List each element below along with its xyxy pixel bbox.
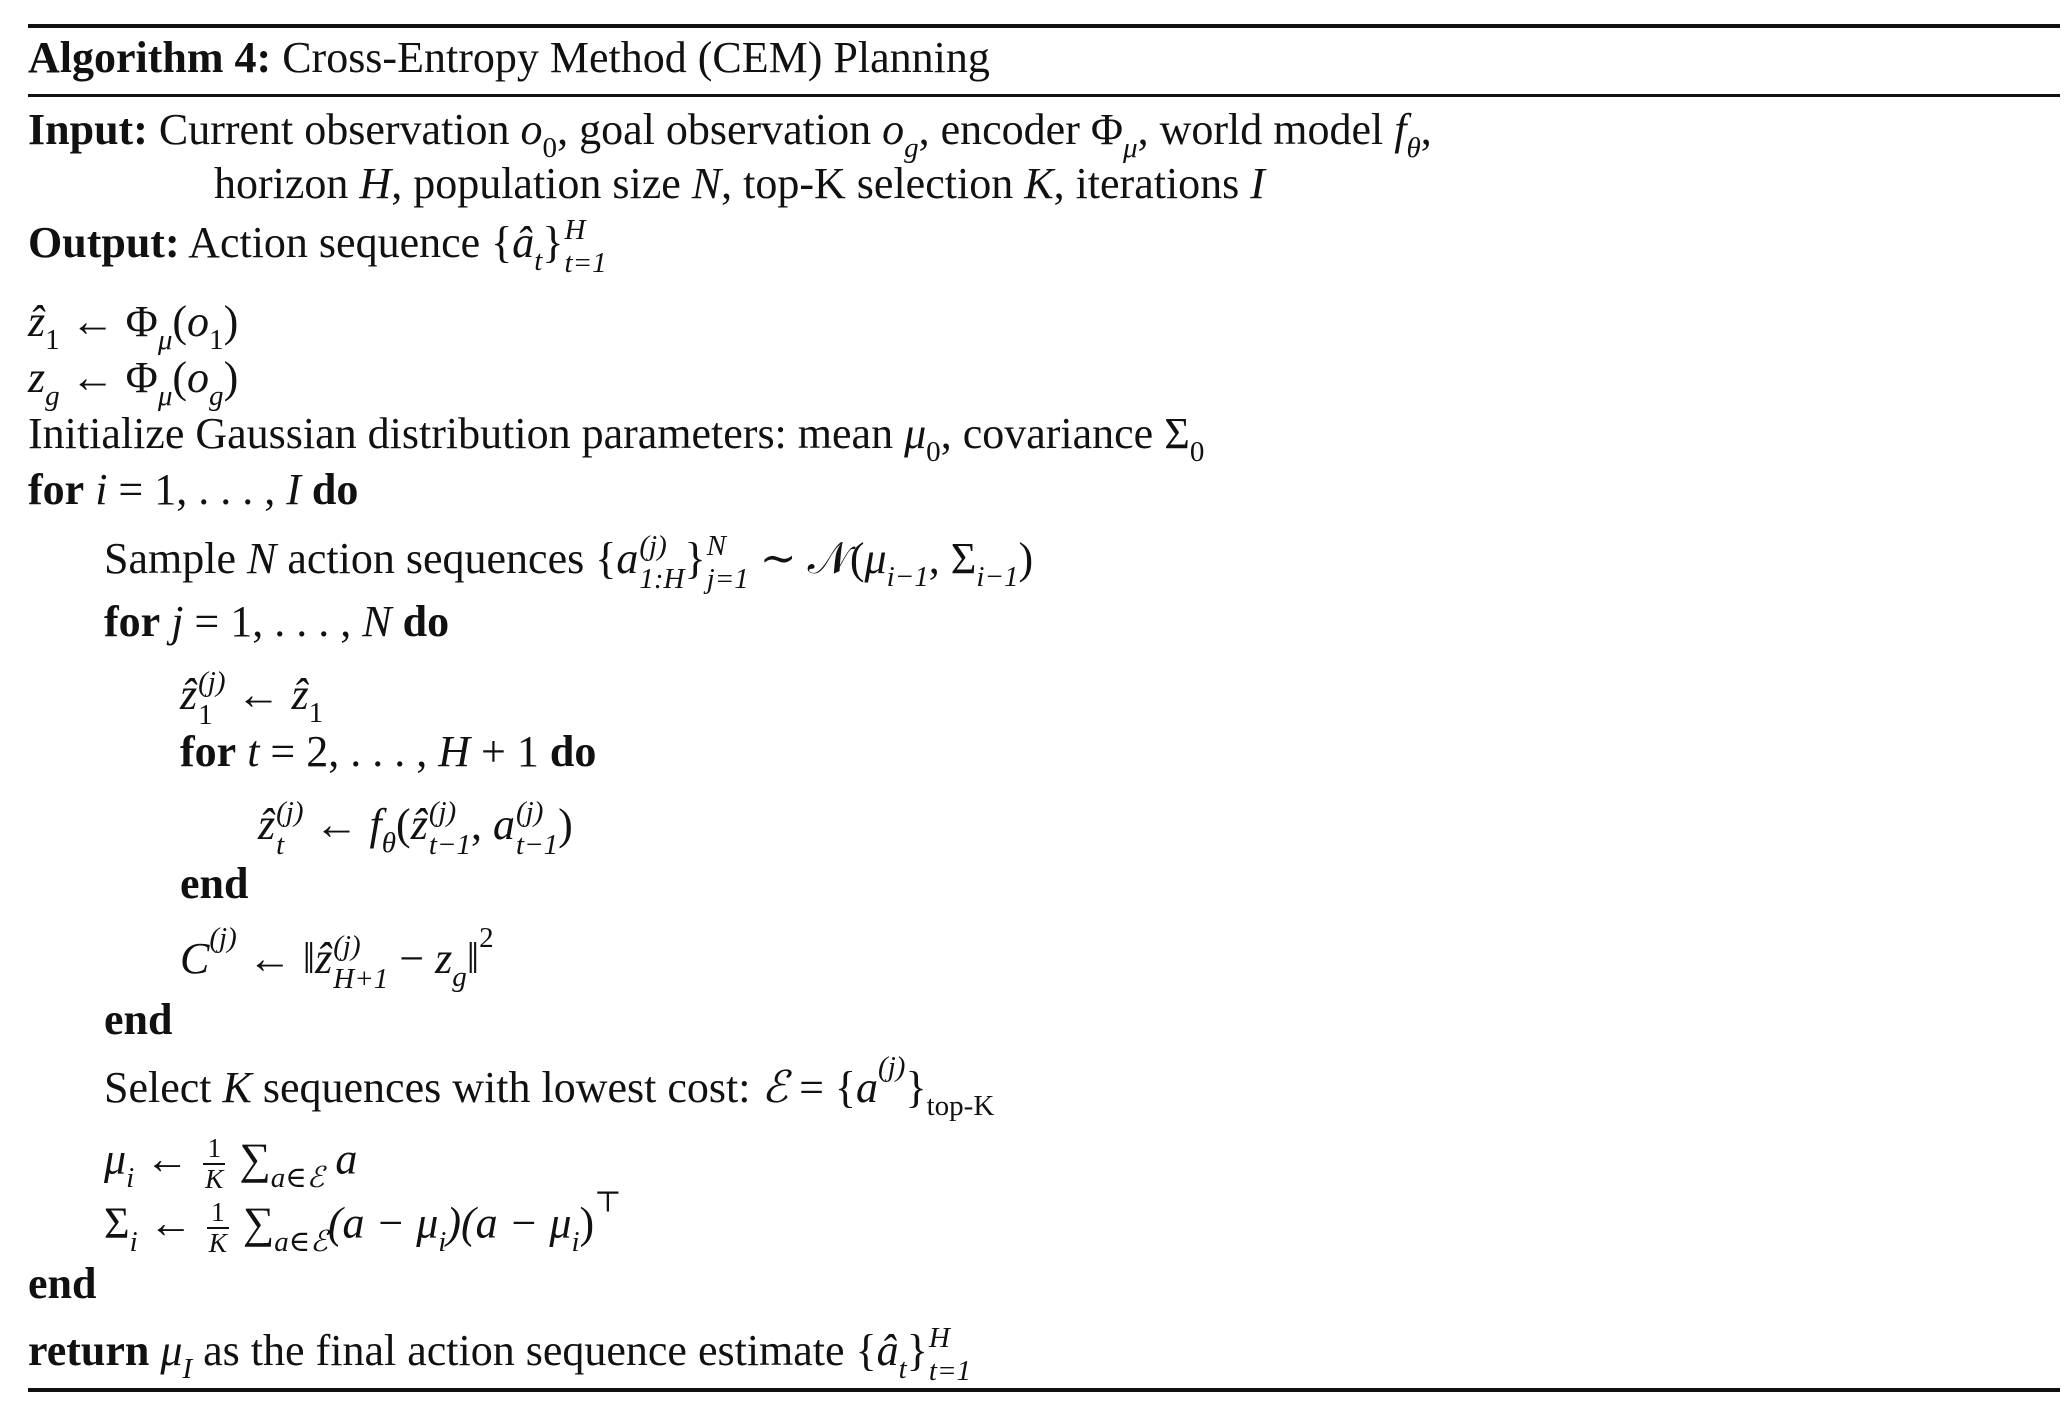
math-symbol: }	[905, 1063, 927, 1112]
math-sub: top-K	[926, 1090, 995, 1123]
math-sub: I	[182, 1353, 193, 1386]
math-sub: g	[209, 380, 224, 413]
fraction-numerator: 1	[203, 1134, 225, 1165]
math-sub: 1	[308, 697, 324, 730]
math-sub: 0	[1189, 436, 1205, 469]
math-sub: θ	[381, 827, 397, 860]
input-text: , encoder Φ	[918, 105, 1124, 154]
math-var: i	[95, 465, 108, 514]
math-sup: (j)	[198, 666, 226, 698]
math-symbol: {	[491, 218, 513, 268]
math-sup: (j)	[333, 930, 361, 962]
math-symbol: (	[396, 800, 411, 850]
math-var: â	[876, 1326, 899, 1376]
math-symbol: , Σ	[928, 534, 977, 584]
math-sub: μ	[157, 380, 173, 413]
math-sup: (j)	[515, 796, 544, 828]
math-symbol: (	[172, 353, 188, 402]
math-var: f	[1394, 105, 1407, 154]
math-var: N	[246, 534, 277, 584]
math-sub: t	[534, 245, 543, 278]
index-stack	[706, 530, 749, 596]
math-var: j	[171, 597, 184, 646]
math-symbol: ← ‖	[236, 934, 316, 984]
math-var: μ	[864, 534, 887, 584]
math-sub: t	[276, 829, 285, 862]
statement-text: Select	[104, 1063, 223, 1112]
math-symbol: ,	[470, 800, 493, 850]
math-var: μ	[160, 1326, 183, 1376]
math-symbol: }	[542, 218, 564, 268]
math-sub: j=1	[706, 563, 749, 596]
math-symbol: + 1	[470, 727, 539, 776]
math-symbol: )	[558, 800, 573, 850]
math-var: μ	[104, 1134, 127, 1184]
math-sub: g	[45, 380, 60, 413]
math-var: H	[438, 727, 471, 776]
math-sup: H	[928, 1322, 950, 1354]
math-symbol: = {	[788, 1063, 857, 1112]
math-sub: t−1	[515, 829, 559, 862]
line-initialize	[28, 409, 1205, 469]
math-var: H	[359, 159, 392, 208]
math-var: C	[180, 934, 210, 984]
line-return	[28, 1322, 972, 1388]
math-var: z	[28, 353, 46, 402]
line-for-i	[28, 465, 359, 514]
fraction	[203, 1134, 225, 1193]
math-sub: a∈ℰ	[274, 1225, 328, 1258]
algorithm-label: Algorithm 4:	[28, 33, 272, 82]
caption-rule	[28, 94, 2060, 97]
math-symbol: ← Φ	[59, 353, 158, 402]
input-text: , goal observation	[557, 105, 883, 154]
math-var: a	[856, 1063, 879, 1112]
math-var: a	[324, 1134, 358, 1184]
math-var: K	[222, 1063, 252, 1112]
line-select	[104, 1050, 995, 1123]
keyword-do: do	[549, 727, 597, 776]
index-stack	[639, 530, 685, 596]
math-symbol: ←	[225, 670, 292, 720]
math-sub: i	[438, 1225, 447, 1258]
math-var: Σ	[104, 1198, 130, 1248]
math-sub: 0	[926, 436, 941, 469]
output-keyword: Output:	[28, 218, 180, 268]
statement-text: , covariance Σ	[940, 409, 1190, 458]
math-sub: μ	[1123, 132, 1138, 165]
math-sub: θ	[1406, 132, 1421, 165]
math-var: ẑ	[180, 670, 198, 720]
keyword-do: do	[311, 465, 359, 514]
line-for-t	[180, 727, 597, 776]
math-sub: i	[129, 1225, 138, 1258]
math-symbol: }	[906, 1326, 928, 1376]
statement-text: Sample	[104, 534, 247, 584]
math-symbol: ∼ 𝒩(	[748, 534, 865, 584]
math-var: f	[369, 800, 382, 850]
statement-text: as the final action sequence estimate {	[192, 1326, 877, 1376]
math-sup: (j)	[639, 530, 667, 562]
math-symbol: = 2, . . . ,	[259, 727, 439, 776]
line-cost	[180, 922, 494, 996]
math-sub: H+1	[333, 963, 389, 996]
index-stack	[564, 214, 607, 280]
math-var: μ	[549, 1198, 572, 1248]
math-var: μ	[416, 1198, 439, 1248]
math-sub: 1	[198, 699, 213, 732]
statement-text: Initialize Gaussian distribution parameters: mean	[28, 409, 905, 458]
math-var: ẑ	[315, 934, 333, 984]
input-text: horizon	[214, 159, 360, 208]
math-sub: i−1	[976, 561, 1019, 594]
math-symbol: (	[172, 297, 188, 346]
line-covariance-update	[104, 1186, 622, 1258]
math-symbol: )	[1018, 534, 1034, 584]
input-line-2	[214, 159, 1265, 208]
line-end-i: end	[28, 1259, 97, 1308]
math-var: μ	[904, 409, 927, 458]
line-sample	[104, 530, 1034, 596]
math-symbol: ‖	[466, 934, 480, 984]
math-var: a	[492, 800, 515, 850]
output-text: Action sequence	[188, 218, 492, 268]
math-symbol: ← Φ	[59, 297, 158, 346]
math-symbol: −	[388, 934, 436, 984]
math-sub: i	[571, 1225, 580, 1258]
math-sub: i	[126, 1161, 135, 1194]
math-sub: 1	[45, 324, 60, 357]
line-init-latent	[180, 666, 324, 732]
math-sup: (j)	[878, 1050, 906, 1083]
line-end-t: end	[180, 859, 249, 908]
math-var: I	[1250, 159, 1265, 208]
line-encode-goal	[28, 353, 239, 413]
index-stack	[928, 1322, 972, 1388]
keyword-for: for	[180, 727, 237, 776]
math-sub: 1:H	[639, 563, 685, 596]
math-symbol: )	[579, 1198, 595, 1248]
math-sub: t	[898, 1353, 907, 1386]
input-text: Current observation	[158, 105, 521, 154]
index-stack	[428, 796, 471, 862]
math-sup: H	[564, 214, 586, 246]
math-sup: ⊤	[594, 1186, 622, 1219]
math-symbol: )	[223, 353, 239, 402]
fraction-denominator: K	[205, 1163, 224, 1194]
math-var: o	[882, 105, 905, 154]
input-text: , iterations	[1053, 159, 1251, 208]
math-symbol: )	[223, 297, 239, 346]
math-expr: )(a −	[446, 1198, 550, 1248]
math-sub: g	[904, 132, 919, 165]
math-var: N	[691, 159, 722, 208]
statement-text: action sequences {	[276, 534, 617, 584]
fraction-denominator: K	[208, 1227, 227, 1258]
math-var: N	[362, 597, 392, 646]
math-sub: 1	[209, 324, 224, 357]
top-rule	[28, 24, 2060, 28]
line-encode-start	[28, 297, 239, 357]
math-sub: μ	[157, 324, 173, 357]
math-symbol: ∑	[231, 1198, 275, 1248]
math-sub: 0	[542, 132, 558, 165]
input-text: , population size	[391, 159, 692, 208]
bottom-rule	[28, 1388, 2060, 1392]
math-var: ℰ	[761, 1063, 789, 1112]
input-line-1	[28, 105, 1432, 165]
keyword-do: do	[402, 597, 450, 646]
math-var: K	[1024, 159, 1054, 208]
input-text: , top-K selection	[721, 159, 1025, 208]
keyword-for: for	[104, 597, 161, 646]
fraction	[207, 1198, 229, 1257]
math-var: a	[616, 534, 639, 584]
index-stack	[276, 796, 304, 862]
math-var: ẑ	[258, 800, 276, 850]
math-var: z	[435, 934, 453, 984]
keyword-return: return	[28, 1326, 150, 1376]
fraction-numerator: 1	[207, 1198, 229, 1229]
math-symbol: = 1, . . . ,	[107, 465, 287, 514]
math-var: t	[247, 727, 260, 776]
index-stack	[333, 930, 389, 996]
math-sub: t−1	[428, 829, 471, 862]
math-symbol: ←	[137, 1198, 204, 1248]
index-stack	[515, 796, 559, 862]
algorithm-title: Cross-Entropy Method (CEM) Planning	[282, 33, 990, 82]
keyword-for: for	[28, 465, 85, 514]
line-rollout	[258, 796, 573, 862]
algorithm-caption	[28, 33, 990, 82]
line-end-j: end	[104, 995, 173, 1044]
math-var: o	[187, 297, 210, 346]
math-sub: t=1	[928, 1355, 972, 1388]
math-var: I	[286, 465, 301, 514]
statement-text: sequences with lowest cost:	[251, 1063, 762, 1112]
math-symbol: = 1, . . . ,	[183, 597, 363, 646]
math-symbol: }	[684, 534, 706, 584]
input-text: ,	[1420, 105, 1432, 154]
math-symbol: ←	[303, 800, 370, 850]
math-symbol: ∑	[228, 1134, 271, 1184]
math-var: o	[187, 353, 210, 402]
math-symbol: ←	[134, 1134, 201, 1184]
math-sub: a∈ℰ	[270, 1161, 325, 1194]
input-text: , world model	[1137, 105, 1395, 154]
index-stack	[198, 666, 226, 732]
math-sup: N	[706, 530, 726, 562]
math-var: ẑ	[28, 297, 46, 346]
output-line	[28, 214, 607, 280]
math-sup: (j)	[276, 796, 304, 828]
math-sup: (j)	[209, 922, 237, 955]
math-expr: (a −	[327, 1198, 417, 1248]
math-var: ẑ	[410, 800, 428, 850]
math-sup: (j)	[428, 796, 457, 828]
math-var: ẑ	[291, 670, 309, 720]
math-var: o	[520, 105, 543, 154]
math-sub: i−1	[886, 561, 929, 594]
input-keyword: Input:	[28, 105, 148, 154]
math-sub: g	[452, 961, 467, 994]
math-sup: 2	[479, 922, 494, 955]
line-for-j	[104, 597, 450, 646]
math-sub: t=1	[564, 247, 607, 280]
line-mean-update	[104, 1134, 357, 1193]
math-var: â	[512, 218, 535, 268]
